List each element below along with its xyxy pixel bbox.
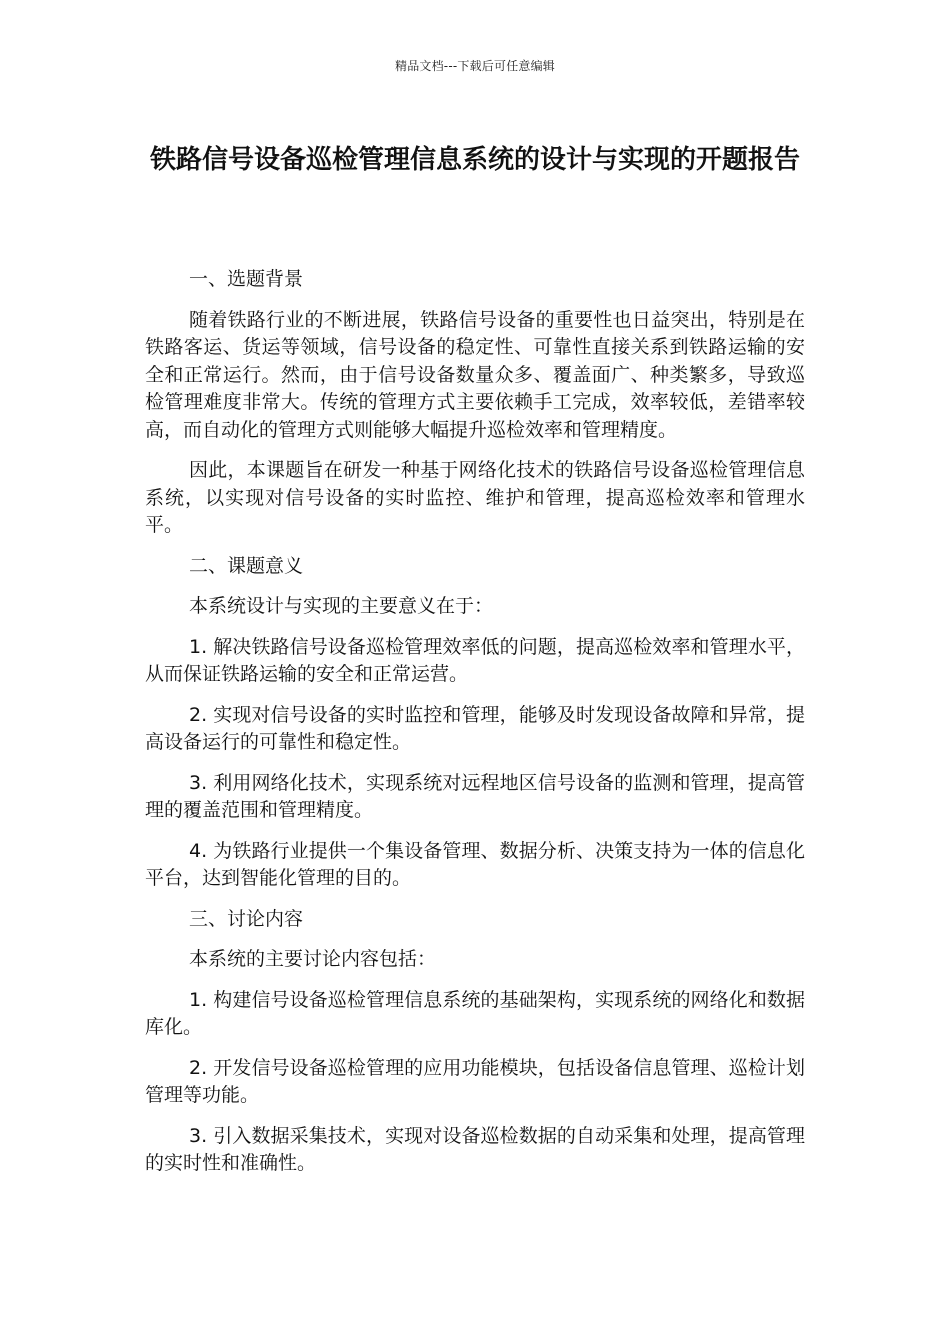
list-item-content-3: 3. 引入数据采集技术，实现对设备巡检数据的自动采集和处理，提高管理的实时性和准确性。: [145, 1124, 805, 1174]
list-item-content-1: 1. 构建信号设备巡检管理信息系统的基础架构，实现系统的网络化和数据库化。: [145, 988, 805, 1038]
paragraph-background-2: 因此，本课题旨在研发一种基于网络化技术的铁路信号设备巡检管理信息系统，以实现对信号设备的实时监控、维护和管理，提高巡检效率和管理水平。: [145, 459, 805, 536]
list-item-significance-1: 1. 解决铁路信号设备巡检管理效率低的问题，提高巡检效率和管理水平，从而保证铁路运输的安全和正常运营。: [145, 635, 805, 685]
list-item-significance-2: 2. 实现对信号设备的实时监控和管理，能够及时发现设备故障和异常，提高设备运行的可靠性和稳定性。: [145, 703, 805, 753]
list-item-content-2: 2. 开发信号设备巡检管理的应用功能模块，包括设备信息管理、巡检计划管理等功能。: [145, 1056, 805, 1106]
document-body: [145, 266, 805, 1191]
page-header-note: 精品文档---下载后可任意编辑: [395, 59, 555, 73]
list-item-significance-3: 3. 利用网络化技术，实现系统对远程地区信号设备的监测和管理，提高管理的覆盖范围和管理精度。: [145, 771, 805, 821]
section-heading-content: 三、讨论内容: [189, 907, 304, 930]
section-heading-background: 一、选题背景: [189, 268, 304, 290]
document-title: 铁路信号设备巡检管理信息系统的设计与实现的开题报告: [149, 145, 800, 175]
paragraph-background-1: 随着铁路行业的不断进展，铁路信号设备的重要性也日益突出，特别是在铁路客运、货运等领域，信号设备的稳定性、可靠性直接关系到铁路运输的安全和正常运行。然而，由于信号设备数量众多、覆盖面广、种类繁多，导致巡检管理难度非常大。传统的管理方式主要依赖手工完成，效率较低，差错率较高，而自动化的管理方式则能够大幅提升巡检效率和管理精度。: [145, 308, 805, 441]
section-heading-significance: 二、课题意义: [189, 554, 304, 577]
paragraph-significance-intro: 本系统设计与实现的主要意义在于：: [189, 595, 494, 617]
list-item-significance-4: 4. 为铁路行业提供一个集设备管理、数据分析、决策支持为一体的信息化平台，达到智能化管理的目的。: [145, 839, 805, 889]
paragraph-content-intro: 本系统的主要讨论内容包括：: [189, 948, 437, 970]
